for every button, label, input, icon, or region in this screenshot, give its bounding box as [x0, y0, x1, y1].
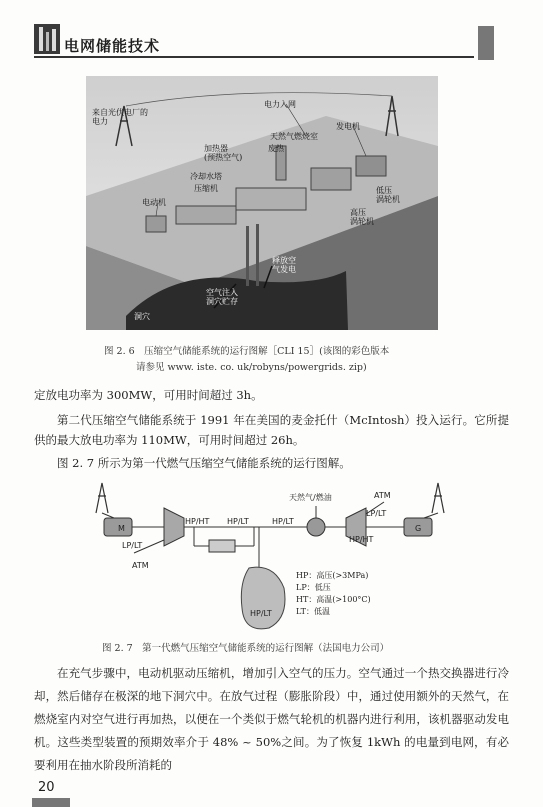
label-motor: 电动机 [142, 198, 166, 207]
generator-label: G [415, 524, 422, 533]
figure-2-6-illustration [86, 76, 438, 330]
hp-ht-label-2: HP/HT [349, 535, 374, 544]
label-grid: 电力入网 [264, 100, 296, 109]
running-title: 电网储能技术 [64, 37, 161, 55]
label-combustion: 天然气燃烧室 [270, 132, 318, 141]
legend-lp: LP：低压 [296, 583, 331, 592]
motor-label: M [118, 524, 125, 533]
label-compressor: 压缩机 [194, 184, 218, 193]
atm-left-label: ATM [132, 561, 149, 570]
label-exhaust: 废热 [268, 144, 284, 153]
hp-lt-label-1: HP/LT [227, 517, 249, 526]
figure-2-7-caption: 图 2. 7 第一代燃气压缩空气储能系统的运行图解（法国电力公司） [102, 643, 390, 654]
page-header [0, 0, 543, 70]
cavern-shape [241, 567, 285, 629]
label-heater: 加热器 (预热空气) [204, 144, 243, 163]
hp-ht-label-1: HP/HT [185, 517, 210, 526]
header-rule [34, 56, 474, 58]
label-generator: 发电机 [336, 122, 360, 131]
caption-line-1: 图 2. 6 压缩空气储能系统的运行图解［CLI 15］(该图的彩色版本 [104, 346, 390, 357]
combustion-chamber [307, 518, 325, 536]
paragraph-2: 第二代压缩空气储能系统于 1991 年在美国的麦金托什（McIntosh）投入运行。它所提供的最大放电功率为 110MW，可用时间超过 26h。 [34, 413, 509, 447]
caption-line-2: 请参见 www. iste. co. uk/robyns/powergrids. zip) [136, 362, 367, 374]
lp-lt-label: LP/LT [122, 541, 143, 550]
label-lp-turbine: 低压 涡轮机 [376, 186, 400, 205]
right-pylon-icon [432, 483, 444, 513]
body-paragraph: 在充气步骤中，电动机驱动压缩机，增加引入空气的压力。空气通过一个热交换器进行冷却，然后储存在极深的地下洞穴中。在放气过程（膨胀阶段）中，通过使用额外的天然气，在燃烧室内对空气进行再加热，以便在一个类似于燃气轮机的机器内进行利用，该机器驱动发电机。这些类型装置的预期效率介于 48% ~ 50%之间。为了恢复 1kWh 的电量到电网，有必要利用在抽水阶段所消耗的 [34, 666, 509, 772]
paragraph-1: 定放电功率为 300MW，可用时间超过 3h。 [34, 388, 263, 402]
atm-right-label: ATM [374, 491, 391, 500]
label-release: 释放空 气发电 [272, 256, 296, 275]
legend-hp: HP：高压(>3MPa) [296, 571, 369, 580]
compressor-shape [164, 508, 184, 546]
heat-exchanger [209, 540, 235, 552]
figure-2-7-diagram [84, 478, 474, 638]
figure-2-6-caption [104, 344, 464, 376]
page-number: 20 [38, 780, 55, 795]
chapter-tab [478, 26, 494, 60]
legend-lt: LT：低温 [296, 607, 330, 616]
fuel-label: 天然气/燃油 [289, 493, 332, 502]
paragraph-3: 图 2. 7 所示为第一代燃气压缩空气储能系统的运行图解。 [57, 456, 351, 470]
cavern-label: HP/LT [250, 609, 272, 618]
lp-lt-label-2: LP/LT [366, 509, 387, 518]
book-logo-icon [34, 24, 60, 54]
label-cooling-tower: 冷却水塔 [190, 172, 222, 181]
page-footer-bar [32, 798, 70, 807]
label-hp-turbine: 高压 涡轮机 [350, 208, 374, 227]
label-cavern: 洞穴 [134, 312, 150, 321]
legend-ht: HT：高温(>100°C) [296, 595, 371, 604]
hp-lt-label-2: HP/LT [272, 517, 294, 526]
left-pylon-icon [96, 483, 108, 513]
label-solar-power: 来自光伏电厂的 电力 [92, 108, 148, 127]
label-injection: 空气注入 洞穴贮存 [206, 288, 238, 307]
